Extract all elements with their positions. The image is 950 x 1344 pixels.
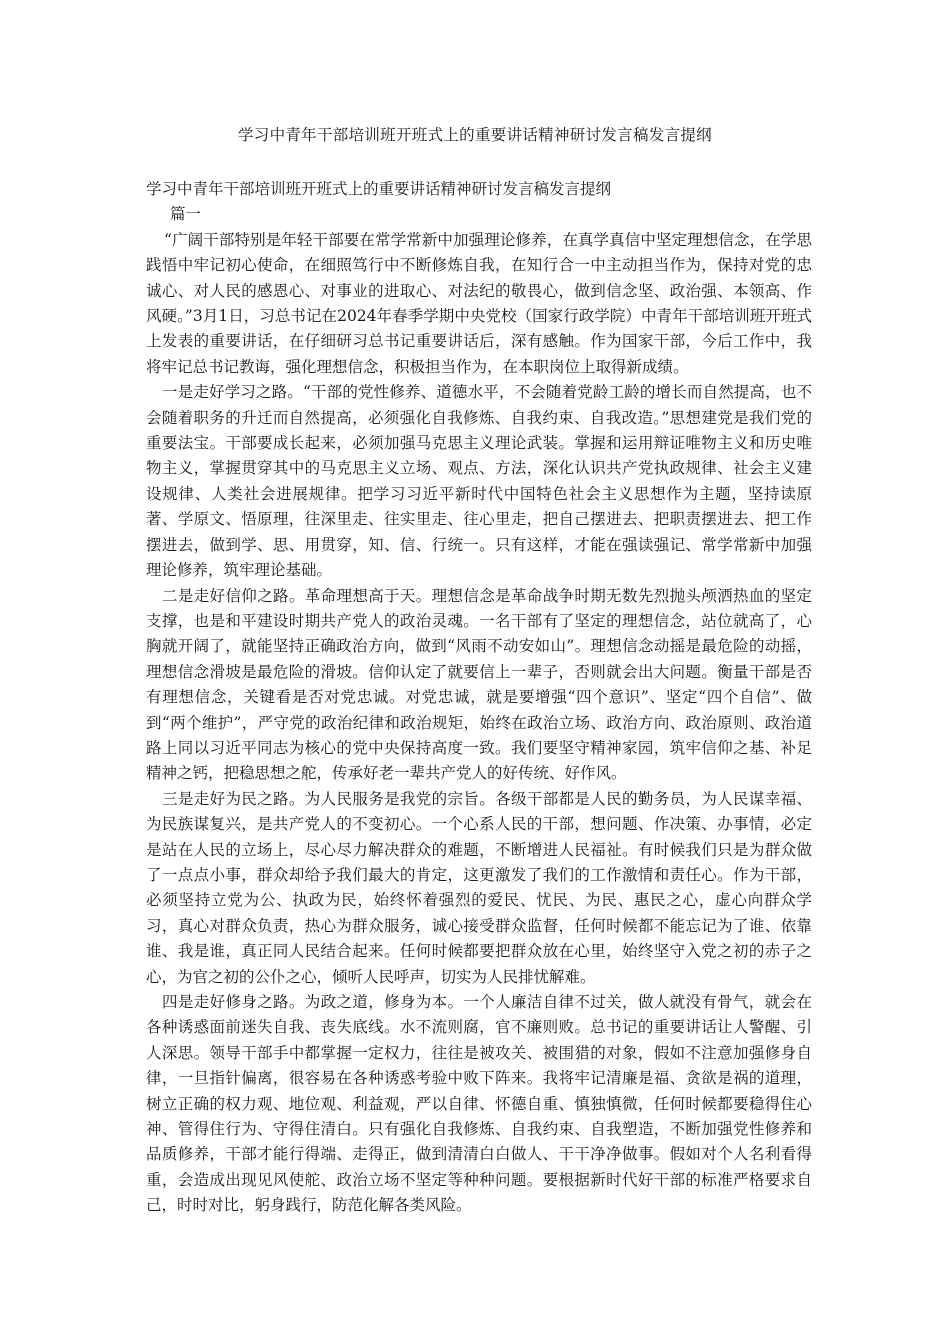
section-label: 篇一 xyxy=(170,205,202,224)
paragraph-study: 一是走好学习之路。“干部的党性修养、道德水平，不会随着党龄工龄的增长而自然提高，也不会随着职务的升迁而自然提高，必须强化自我修炼、自我约束、自我改造。”思想建党是我们党的重要法宝。干部要成长起来，必须加强马克思主义理论武装。掌握和运用辩证唯物主义和历史唯物主义，掌握贯穿其中的马克思主义立场、观点、方法，深化认识共产党执政规律、社会主义建设规律、人类社会进展规律。把学习习近平新时代中国特色社会主义思想作为主题，坚持读原著、学原文、悟原理，往深里走、往实里走、往心里走，把自己摆进去、把职责摆进去、把工作摆进去，做到学、思、用贯穿，知、信、行统一。只有这样，才能在强读强记、常学常新中加强理论修养，筑牢理论基础。 xyxy=(146,383,812,580)
document-title: 学习中青年干部培训班开班式上的重要讲话精神研讨发言稿发言提纲 xyxy=(237,126,712,144)
paragraph-self-cultivation: 四是走好修身之路。为政之道，修身为本。一个人廉洁自律不过关，做人就没有骨气，就会在各种诱惑面前迷失自我、丧失底线。水不流则腐，官不廉则败。总书记的重要讲话让人警醒、引人深思。领导干部手中都掌握一定权力，往往是被攻关、被围猎的对象，假如不注意加强修身自律，一旦指针偏离，很容易在各种诱惑考验中败下阵来。我将牢记清廉是福、贪欲是祸的道理，树立正确的权力观、地位观、利益观，严以自律、怀德自重、慎独慎微，任何时候都要稳得住心神、管得住行为、守得住清白。只有强化自我修炼、自我约束、自我塑造，不断加强党性修养和品质修养，干部才能行得端、走得正，做到清清白白做人、干干净净做事。假如对个人名利看得重，会造成出现见风使舵、政治立场不坚定等种种问题。要根据新时代好干部的标准严格要求自己，时时对比，躬身践行，防范化解各类风险。 xyxy=(146,993,812,1215)
paragraph-intro: “广阔干部特别是年轻干部要在常学常新中加强理论修养，在真学真信中坚定理想信念，在学思践悟中牢记初心使命，在细照笃行中不断修炼自我，在知行合一中主动担当作为，保持对党的忠诚心、对人民的感恩心、对事业的进取心、对法纪的敬畏心，做到信念坚、政治强、本领高、作风硬。”3月1日，习总书记在2024年春季学期中央党校（国家行政学院）中青年干部培训班开班式上发表的重要讲话，在仔细研习总书记重要讲话后，深有感触。作为国家干部，今后工作中，我将牢记总书记教诲，强化理想信念，积极担当作为，在本职岗位上取得新成绩。 xyxy=(146,230,812,376)
document-body xyxy=(146,177,812,1219)
paragraph-faith: 二是走好信仰之路。革命理想高于天。理想信念是革命战争时期无数先烈抛头颅洒热血的坚定支撑，也是和平建设时期共产党人的政治灵魂。一名干部有了坚定的理想信念，站位就高了，心胸就开阔了，就能坚持正确政治方向，做到“风雨不动安如山”。理想信念动摇是最危险的动摇，理想信念滑坡是最危险的滑坡。信仰认定了就要信上一辈子，否则就会出大问题。衡量干部是否有理想信念，关键看是否对党忠诚。对党忠诚，就是要增强“四个意识”、坚定“四个自信”、做到“两个维护”，严守党的政治纪律和政治规矩，始终在政治立场、政治方向、政治原则、政治道路上同以习近平同志为核心的党中央保持高度一致。我们要坚守精神家园，筑牢信仰之基、补足精神之钙，把稳思想之舵，传承好老一辈共产党人的好传统、好作风。 xyxy=(146,586,812,783)
document-subtitle: 学习中青年干部培训班开班式上的重要讲话精神研讨发言稿发言提纲 xyxy=(146,180,612,198)
paragraph-people: 三是走好为民之路。为人民服务是我党的宗旨。各级干部都是人民的勤务员，为人民谋幸福、为民族谋复兴，是共产党人的不变初心。一个心系人民的干部，想问题、作决策、办事情，必定是站在人民的立场上，尽心尽力解决群众的难题，不断增进人民福祉。有时候我们只是为群众做了一点点小事，群众却给予我们最大的肯定，这更激发了我们的工作激情和责任心。作为干部，必须坚持立党为公、执政为民，始终怀着强烈的爱民、忧民、为民、惠民之心，虚心向群众学习，真心对群众负责，热心为群众服务，诚心接受群众监督，任何时候都不能忘记为了谁、依靠谁、我是谁，真正同人民结合起来。任何时候都要把群众放在心里，始终坚守入党之初的赤子之心，为官之初的公仆之心，倾听人民呼声，切实为人民排忧解难。 xyxy=(146,789,812,986)
